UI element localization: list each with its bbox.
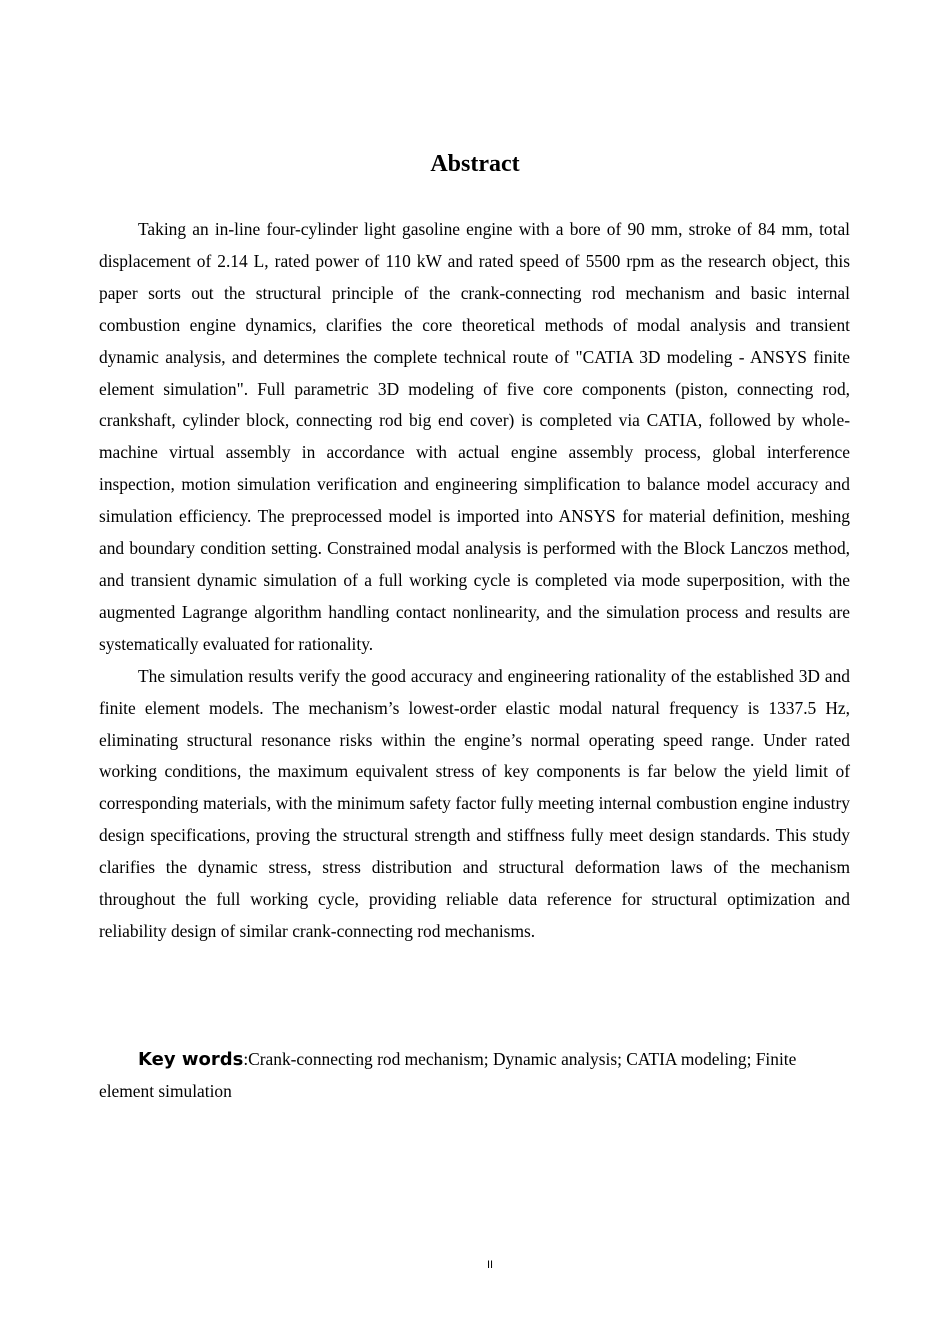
abstract-body <box>99 214 850 948</box>
keywords-label: Key words <box>138 1049 244 1070</box>
page-number: II <box>486 1259 494 1271</box>
keywords-line <box>99 1044 850 1108</box>
page-title: Abstract <box>430 151 520 177</box>
abstract-paragraph: The simulation results verify the good accuracy and engineering rationality of the established 3D and finite element models. The mechanism’s lowest-order elastic modal natural frequency is 1337.5 Hz, eliminating structural resonance risks within the engine’s normal operating speed range. Under rated working conditions, the maximum equivalent stress of key components is far below the yield limit of corresponding materials, with the minimum safety factor fully meeting internal combustion engine industry design specifications, proving the structural strength and stiffness fully meet design standards. This study clarifies the dynamic stress, stress distribution and structural deformation laws of the mechanism throughout the full working cycle, providing reliable data reference for structural optimization and reliability design of similar crank-connecting rod mechanisms. <box>99 665 850 941</box>
keywords-text: :Crank-connecting rod mechanism; Dynamic analysis; CATIA modeling; Finite element simulation <box>99 1049 797 1101</box>
abstract-paragraph: Taking an in-line four-cylinder light gasoline engine with a bore of 90 mm, stroke of 84 mm, total displacement of 2.14 L, rated power of 110 kW and rated speed of 5500 rpm as the research object, this paper sorts out the structural principle of the crank-connecting rod mechanism and basic internal combustion engine dynamics, clarifies the core theoretical methods of modal analysis and transient dynamic analysis, and determines the complete technical route of "CATIA 3D modeling - ANSYS finite element simulation". Full parametric 3D modeling of five core components (piston, connecting rod, crankshaft, cylinder block, connecting rod big end cover) is completed via CATIA, followed by whole-machine virtual assembly in accordance with actual engine assembly process, global interference inspection, motion simulation verification and engineering simplification to balance model accuracy and simulation efficiency. The preprocessed model is imported into ANSYS for material definition, meshing and boundary condition setting. Constrained modal analysis is performed with the Block Lanczos method, and transient dynamic simulation of a full working cycle is completed via mode superposition, with the augmented Lagrange algorithm handling contact nonlinearity, and the simulation process and results are systematically evaluated for rationality. <box>99 219 850 654</box>
